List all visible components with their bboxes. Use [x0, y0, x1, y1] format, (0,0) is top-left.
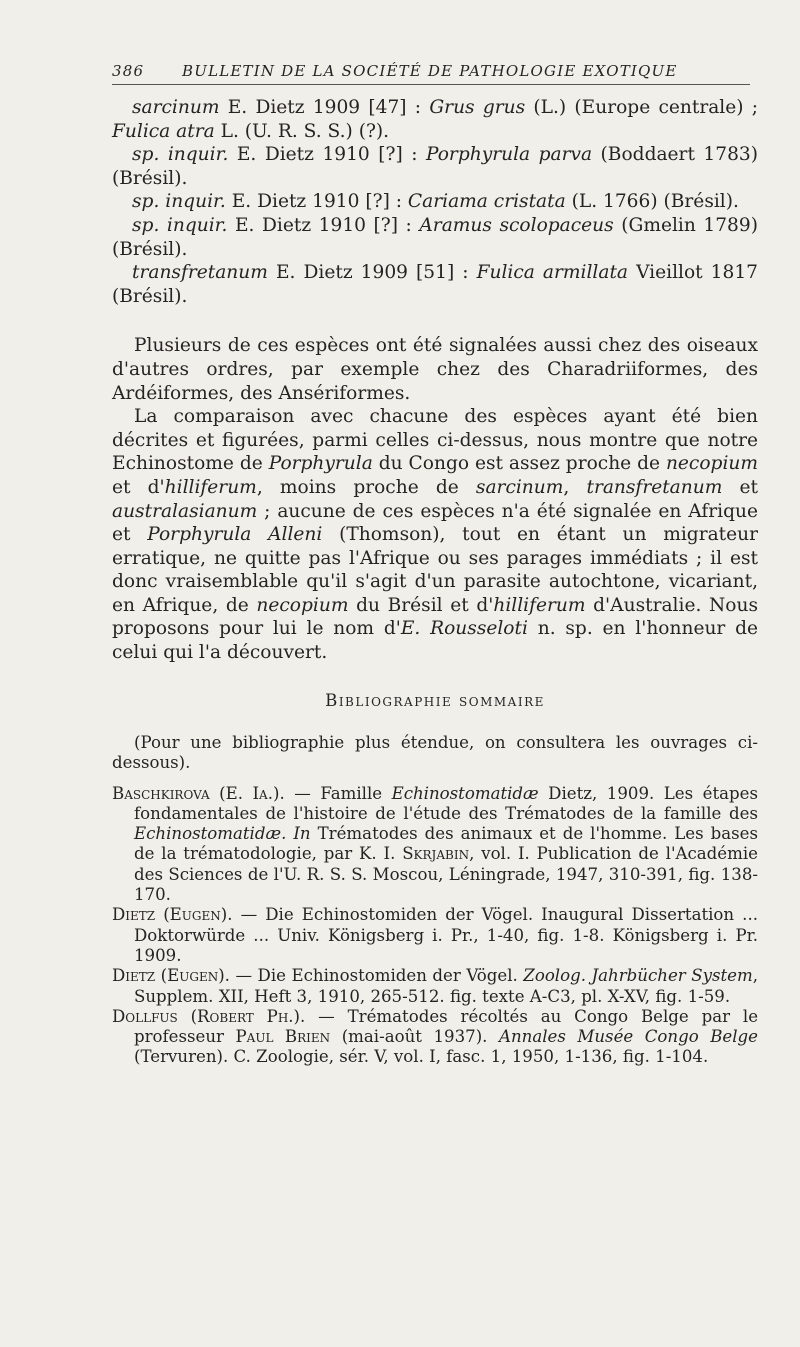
reference-entry: Dietz (Eugen). — Die Echinostomiden der Vögel. Inaugural Dissertation ... Doktorwürde ... Univ. Königsberg i. Pr., 1-40, fig. 1-8. Königsberg i. Pr. 1909.: [112, 905, 758, 965]
species-name: sp. inquir.: [132, 214, 228, 236]
running-header: [112, 58, 750, 85]
species-entry: sp. inquir. E. Dietz 1910 [?] : Aramus scolopaceus (Gmelin 1789) (Brésil).: [112, 214, 758, 260]
host-name: Cariama cristata: [407, 191, 566, 213]
species-list: [112, 96, 758, 308]
reference-entry: Dietz (Eugen). — Die Echinostomiden der Vögel. Zoolog. Jahrbücher System, Supplem. XII, Heft 3, 1910, 265-512. fig. texte A-C3, pl. X-XV, fig. 1-59.: [112, 966, 758, 1006]
paragraph-comparison: La comparaison avec chacune des espèces ayant été bien décrites et figurées, parmi celles ci-dessus, nous montre que notre Echinostome de Porphyrula du Congo est assez proche de necopium et d'hilliferum, moins proche de sarcinum, transfretanum et australasianum ; aucune de ces espèces n'a été signalée en Afrique et Porphyrula Alleni (Thomson), tout en étant un migrateur erratique, ne quitte pas l'Afrique ou ses parages immédiats ; il est donc vraisemblable qu'il s'agit d'un parasite autochtone, vicariant, en Afrique, de necopium du Brésil et d'hilliferum d'Australie. Nous proposons pour lui le nom d'E. Rousseloti n. sp. en l'honneur de celui qui l'a découvert.: [112, 406, 759, 664]
bibliography-heading: Bibliographie sommaire: [325, 690, 545, 710]
bibliography: [112, 691, 758, 1068]
host-name: Fulica atra: [112, 120, 215, 142]
host-name: Grus grus: [429, 97, 526, 118]
page-number: 386: [112, 62, 145, 80]
reference-entry: Baschkirova (E. Ia.). — Famille Echinostomatidæ Dietz, 1909. Les étapes fondamentales de l'histoire de l'étude des Trématodes de la famille des Echinostomatidæ. In Trématodes des animaux et de l'homme. Les bases de la trématodologie, par K. I. Skrjabin, vol. I. Publication de l'Académie des Sciences de l'U. R. S. S. Moscou, Léningrade, 1947, 310-391, fig. 138-170.: [112, 783, 759, 905]
species-name: sp. inquir.: [132, 191, 226, 213]
host-name: Aramus scolopaceus: [419, 214, 614, 236]
species-entry: sp. inquir. E. Dietz 1910 [?] : Cariama cristata (L. 1766) (Brésil).: [132, 191, 739, 213]
reference-entry: Dollfus (Robert Ph.). — Trématodes récoltés au Congo Belge par le professeur Paul Brien (mai-août 1937). Annales Musée Congo Belge (Tervuren). C. Zoologie, sér. V, vol. I, fasc. 1, 1950, 1-136, fig. 1-104.: [112, 1006, 759, 1067]
species-entry: sarcinum E. Dietz 1909 [47] : Grus grus (L.) (Europe centrale) ; Fulica atra L. (U. R. S. S.) (?).: [112, 97, 759, 142]
species-entry: sp. inquir. E. Dietz 1910 [?] : Porphyrula parva (Boddaert 1783) (Brésil).: [112, 144, 758, 189]
page-body: [112, 96, 758, 1068]
reference-author: Dietz (Eugen).: [112, 966, 230, 986]
reference-author: Dietz (Eugen).: [112, 905, 233, 925]
bibliography-intro: (Pour une bibliographie plus étendue, on consultera les ouvrages ci-dessous).: [112, 732, 758, 773]
species-name: sarcinum: [132, 97, 220, 118]
paragraph-other-orders: Plusieurs de ces espèces ont été signalées aussi chez des oiseaux d'autres ordres, par exemple chez des Charadriiformes, des Ardéiformes, des Ansériformes.: [112, 335, 758, 404]
species-name: transfretanum: [132, 262, 268, 284]
reference-author: Baschkirova (E. Ia.).: [112, 783, 285, 803]
host-name: Porphyrula parva: [425, 144, 593, 166]
host-name: Fulica armillata: [476, 262, 629, 284]
reference-author: Dollfus (Robert Ph.).: [112, 1006, 306, 1026]
species-name: sp. inquir.: [132, 144, 229, 166]
running-title: BULLETIN DE LA SOCIÉTÉ DE PATHOLOGIE EXOTIQUE: [182, 62, 678, 80]
species-entry: transfretanum E. Dietz 1909 [51] : Fulica armillata Vieillot 1817 (Brésil).: [112, 262, 759, 307]
